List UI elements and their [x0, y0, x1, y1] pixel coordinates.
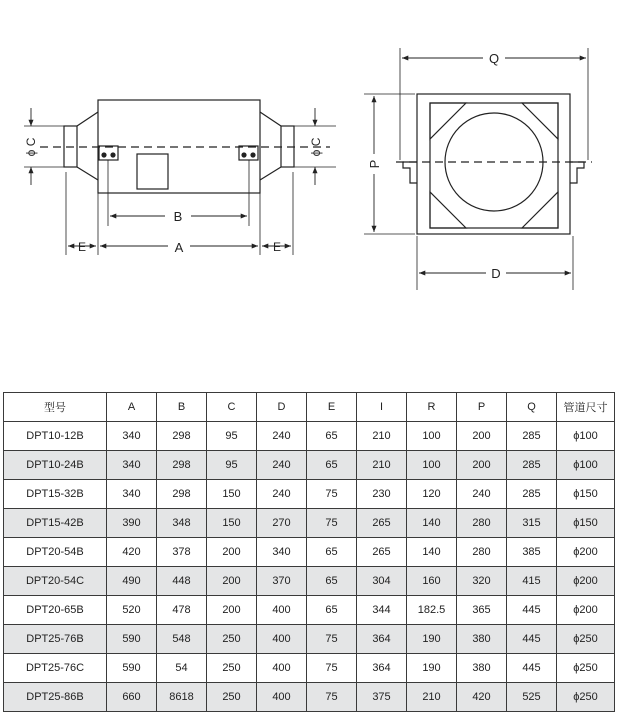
label-p: P [367, 159, 382, 169]
table-cell: 348 [157, 509, 207, 538]
table-cell: 75 [307, 480, 357, 509]
table-cell: 190 [407, 625, 457, 654]
column-header: C [207, 393, 257, 422]
label-a: A [174, 240, 184, 255]
table-cell: 420 [107, 538, 157, 567]
table-cell: 140 [407, 509, 457, 538]
side-view [24, 100, 336, 255]
table-cell: 200 [457, 422, 507, 451]
table-cell: 340 [107, 451, 157, 480]
table-cell: 54 [157, 654, 207, 683]
label-phi-c-left: ϕ C [24, 137, 38, 157]
table-cell: 8618 [157, 683, 207, 712]
table-row [4, 683, 615, 712]
table-row [4, 509, 615, 538]
table-cell: 400 [257, 596, 307, 625]
table-cell: 445 [507, 654, 557, 683]
table-cell: 182.5 [407, 596, 457, 625]
table-cell: 340 [257, 538, 307, 567]
table-cell: 285 [507, 422, 557, 451]
table-cell: 370 [257, 567, 307, 596]
model-cell: DPT25-86B [4, 683, 107, 712]
label-e-left: E [77, 240, 87, 254]
table-cell: 120 [407, 480, 457, 509]
table-row [4, 422, 615, 451]
table-cell: 100 [407, 451, 457, 480]
label-q: Q [488, 51, 500, 66]
model-cell: DPT25-76C [4, 654, 107, 683]
model-cell: DPT20-65B [4, 596, 107, 625]
model-cell: DPT25-76B [4, 625, 107, 654]
table-cell: 298 [157, 422, 207, 451]
table-cell: 230 [357, 480, 407, 509]
table-body [4, 422, 615, 712]
table-cell: 250 [207, 654, 257, 683]
model-cell: DPT15-42B [4, 509, 107, 538]
table-cell: 75 [307, 509, 357, 538]
table-cell: 385 [507, 538, 557, 567]
table-cell: 490 [107, 567, 157, 596]
label-b: B [173, 209, 183, 224]
table-cell: 378 [157, 538, 207, 567]
table-cell: 65 [307, 538, 357, 567]
model-cell: DPT10-24B [4, 451, 107, 480]
table-cell: 298 [157, 480, 207, 509]
table-cell: 304 [357, 567, 407, 596]
right-mount-bracket [239, 146, 258, 160]
right-mount-flange [570, 162, 584, 183]
table-cell: 344 [357, 596, 407, 625]
table-cell: 380 [457, 625, 507, 654]
left-mount-flange [403, 162, 417, 183]
model-cell: DPT20-54B [4, 538, 107, 567]
table-cell: ϕ250 [557, 625, 615, 654]
model-cell: DPT20-54C [4, 567, 107, 596]
table-cell: 364 [357, 625, 407, 654]
model-cell: DPT15-32B [4, 480, 107, 509]
table-row [4, 596, 615, 625]
table-cell: ϕ200 [557, 538, 615, 567]
table-cell: 400 [257, 683, 307, 712]
table-cell: 590 [107, 654, 157, 683]
junction-box [137, 154, 168, 189]
table-cell: 445 [507, 625, 557, 654]
table-cell: 65 [307, 567, 357, 596]
table-cell: 520 [107, 596, 157, 625]
table-cell: 548 [157, 625, 207, 654]
table-cell: 75 [307, 654, 357, 683]
table-cell: ϕ200 [557, 596, 615, 625]
table-cell: 280 [457, 538, 507, 567]
table-cell: 340 [107, 422, 157, 451]
table-cell: 210 [357, 422, 407, 451]
table-cell: 200 [207, 567, 257, 596]
model-cell: DPT10-12B [4, 422, 107, 451]
table-cell: 200 [207, 538, 257, 567]
table-cell: 525 [507, 683, 557, 712]
table-cell: 65 [307, 422, 357, 451]
table-cell: 590 [107, 625, 157, 654]
column-header: E [307, 393, 357, 422]
column-header: B [157, 393, 207, 422]
table-cell: 240 [257, 451, 307, 480]
table-cell: ϕ100 [557, 451, 615, 480]
table-cell: 75 [307, 625, 357, 654]
table-cell: 65 [307, 451, 357, 480]
table-cell: 140 [407, 538, 457, 567]
column-header: A [107, 393, 157, 422]
column-header: D [257, 393, 307, 422]
table-cell: 415 [507, 567, 557, 596]
table-cell: ϕ100 [557, 422, 615, 451]
table-cell: 75 [307, 683, 357, 712]
table-row [4, 567, 615, 596]
table-cell: 95 [207, 451, 257, 480]
table-cell: ϕ150 [557, 509, 615, 538]
column-header: I [357, 393, 407, 422]
table-cell: 200 [457, 451, 507, 480]
dimension-spec-table [3, 392, 615, 712]
table-cell: 364 [357, 654, 407, 683]
column-header: 型号 [4, 393, 107, 422]
table-cell: 285 [507, 451, 557, 480]
table-cell: 420 [457, 683, 507, 712]
table-cell: 150 [207, 480, 257, 509]
table-cell: 365 [457, 596, 507, 625]
column-header: R [407, 393, 457, 422]
label-phi-c-right: ϕ C [309, 137, 323, 157]
label-d: D [491, 266, 501, 281]
front-view [364, 48, 592, 290]
table-cell: 285 [507, 480, 557, 509]
table-row [4, 451, 615, 480]
table-cell: 340 [107, 480, 157, 509]
table-cell: 240 [257, 480, 307, 509]
outer-housing [417, 94, 570, 234]
table-cell: 100 [407, 422, 457, 451]
table-cell: 390 [107, 509, 157, 538]
column-header: 管道尺寸 [557, 393, 615, 422]
table-cell: 150 [207, 509, 257, 538]
column-header: P [457, 393, 507, 422]
table-cell: 375 [357, 683, 407, 712]
table-cell: 200 [207, 596, 257, 625]
table-cell: 240 [257, 422, 307, 451]
table-cell: 265 [357, 538, 407, 567]
table-row [4, 654, 615, 683]
label-e-right: E [272, 240, 282, 254]
table-row [4, 625, 615, 654]
table-cell: ϕ250 [557, 683, 615, 712]
table-cell: 210 [357, 451, 407, 480]
table-cell: 478 [157, 596, 207, 625]
table-cell: 315 [507, 509, 557, 538]
table-cell: 448 [157, 567, 207, 596]
technical-drawing [0, 0, 618, 300]
table-cell: ϕ200 [557, 567, 615, 596]
table-cell: 280 [457, 509, 507, 538]
table-cell: ϕ250 [557, 654, 615, 683]
left-mount-bracket [99, 146, 118, 160]
table-cell: 250 [207, 683, 257, 712]
table-cell: 400 [257, 625, 307, 654]
table-cell: 320 [457, 567, 507, 596]
table-cell: 660 [107, 683, 157, 712]
table-header-row [4, 393, 615, 422]
table-cell: 270 [257, 509, 307, 538]
table-cell: 65 [307, 596, 357, 625]
table-cell: 190 [407, 654, 457, 683]
column-header: Q [507, 393, 557, 422]
table-cell: 265 [357, 509, 407, 538]
table-cell: 210 [407, 683, 457, 712]
table-row [4, 538, 615, 567]
table-row [4, 480, 615, 509]
table-cell: 400 [257, 654, 307, 683]
table-cell: 445 [507, 596, 557, 625]
table-cell: ϕ150 [557, 480, 615, 509]
table-cell: 95 [207, 422, 257, 451]
table-cell: 298 [157, 451, 207, 480]
table-cell: 240 [457, 480, 507, 509]
table-cell: 250 [207, 625, 257, 654]
inner-panel [430, 103, 558, 228]
table-cell: 380 [457, 654, 507, 683]
table-cell: 160 [407, 567, 457, 596]
